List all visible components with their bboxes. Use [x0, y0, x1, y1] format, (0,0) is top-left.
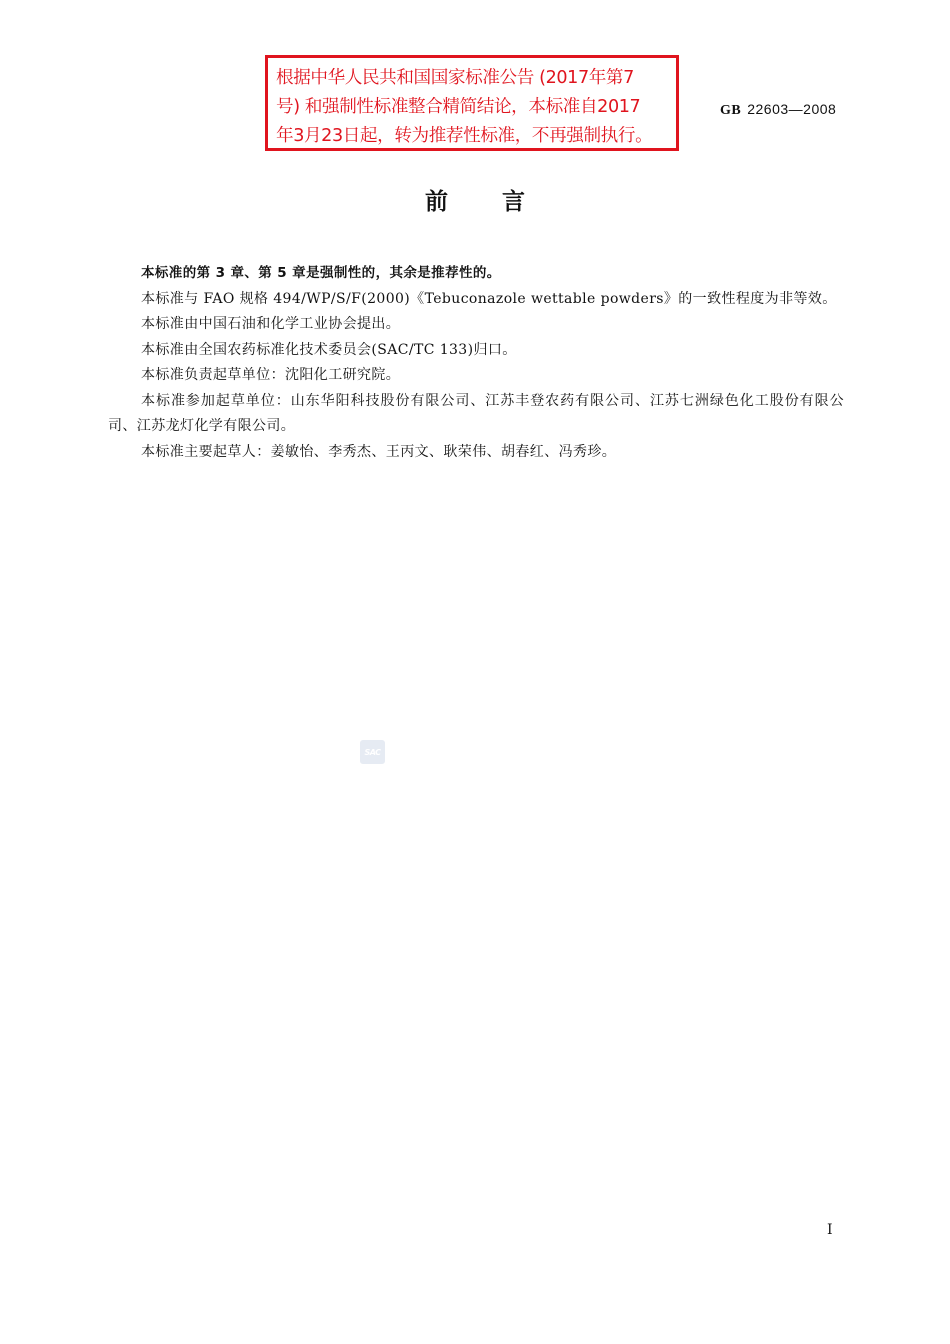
standard-code-number: 22603—2008: [747, 101, 837, 117]
notice-line-2: 号) 和强制性标准整合精简结论，本标准自2017: [276, 97, 641, 117]
page-number: I: [827, 1222, 833, 1238]
notice-line-3: 年3月23日起，转为推荐性标准，不再强制执行。: [276, 126, 653, 146]
notice-line-1: 根据中华人民共和国国家标准公告 (2017年第7: [276, 68, 634, 88]
standard-code-prefix: GB: [720, 103, 742, 118]
paragraph-proposer: 本标准由中国石油和化学工业协会提出。: [141, 316, 401, 332]
standard-code: [720, 101, 836, 119]
paragraph-main-drafters: 本标准主要起草人：姜敏怡、李秀杰、王丙文、耿荣伟、胡春红、冯秀珍。: [141, 443, 617, 460]
page-title: 前言: [425, 189, 579, 215]
foreword-body: [108, 261, 844, 465]
sac-logo-text: SAC: [364, 747, 381, 757]
paragraph-participating-drafters: 本标准参加起草单位：山东华阳科技股份有限公司、江苏丰登农药有限公司、江苏七洲绿色化工股份有限公司、江苏龙灯化学有限公司。: [108, 392, 844, 434]
sac-logo-icon: [360, 740, 385, 764]
paragraph-mandatory-chapters: 本标准的第 3 章、第 5 章是强制性的，其余是推荐性的。: [141, 265, 501, 281]
paragraph-committee: 本标准由全国农药标准化技术委员会(SAC/TC 133)归口。: [141, 341, 517, 358]
paragraph-fao-equivalence: 本标准与 FAO 规格 494/WP/S/F(2000)《Tebuconazole wettable powders》的一致性程度为非等效。: [141, 290, 837, 307]
notice-box: [265, 55, 679, 151]
paragraph-lead-drafter: 本标准负责起草单位：沈阳化工研究院。: [141, 367, 401, 383]
